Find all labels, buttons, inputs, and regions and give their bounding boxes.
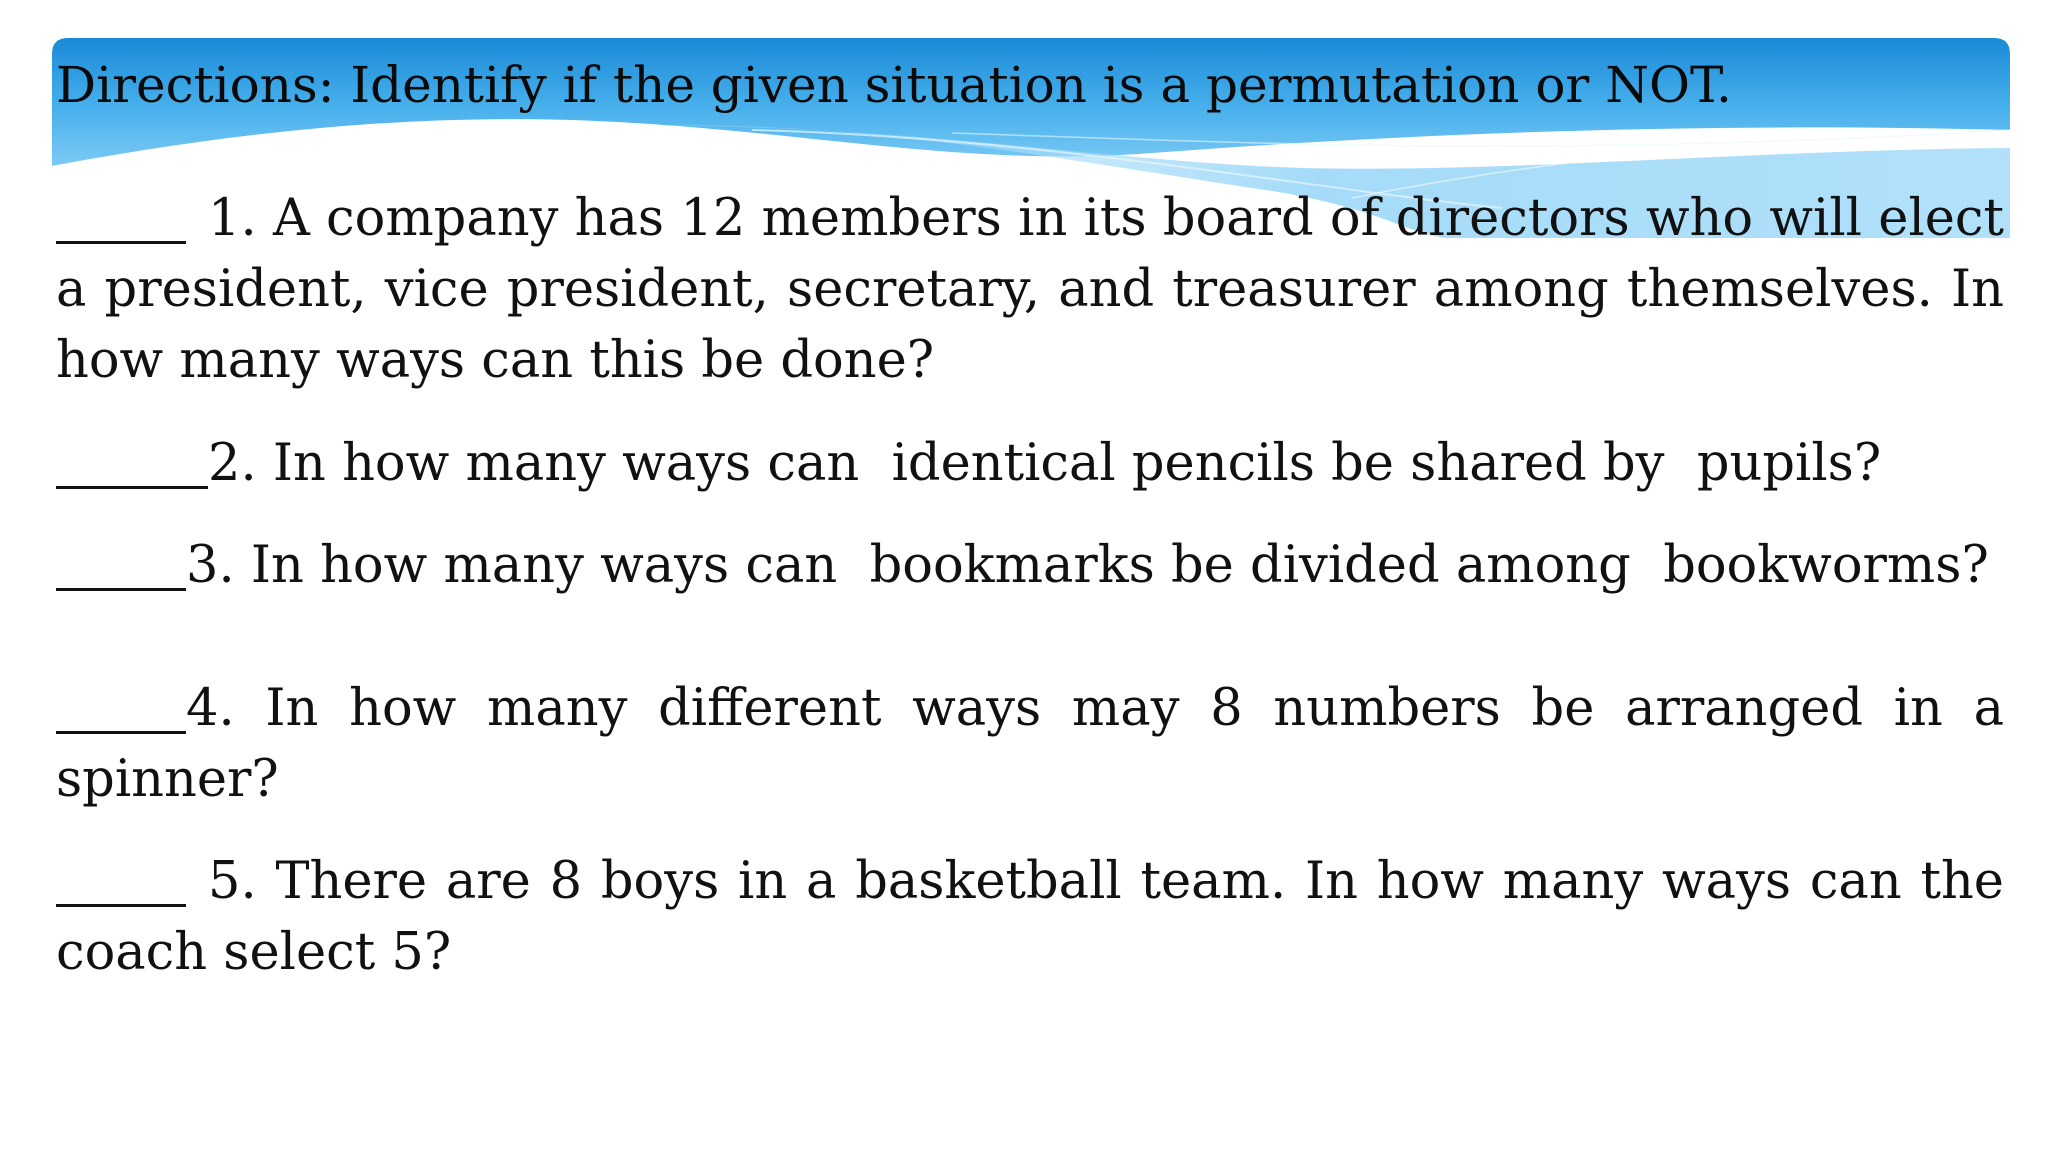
question-1-text: 1. A company has 12 members in its board of directors who will elect a president, vice president, secretary, and treasurer among themselves. In how many ways can this be done?	[56, 189, 2004, 390]
question-5	[56, 846, 2004, 988]
question-2-text: 2. In how many ways can identical pencils be shared by pupils?	[208, 434, 1882, 493]
answer-blank-3[interactable]	[56, 540, 186, 591]
question-5-text: 5. There are 8 boys in a basketball team. In how many ways can the coach select 5?	[56, 852, 2004, 982]
question-1	[56, 183, 2004, 396]
answer-blank-5[interactable]	[56, 856, 186, 907]
question-4-text: 4. In how many different ways may 8 numbers be arranged in a spinner?	[56, 679, 2004, 809]
directions-heading: Directions: Identify if the given situation is a permutation or NOT.	[56, 56, 1732, 114]
answer-blank-4[interactable]	[56, 683, 186, 734]
question-2	[56, 428, 2004, 499]
answer-blank-2[interactable]	[56, 438, 208, 489]
answer-blank-1[interactable]	[56, 193, 186, 244]
question-4	[56, 673, 2004, 815]
question-3	[56, 530, 2004, 601]
question-3-text: 3. In how many ways can bookmarks be divided among bookworms?	[186, 536, 1989, 595]
